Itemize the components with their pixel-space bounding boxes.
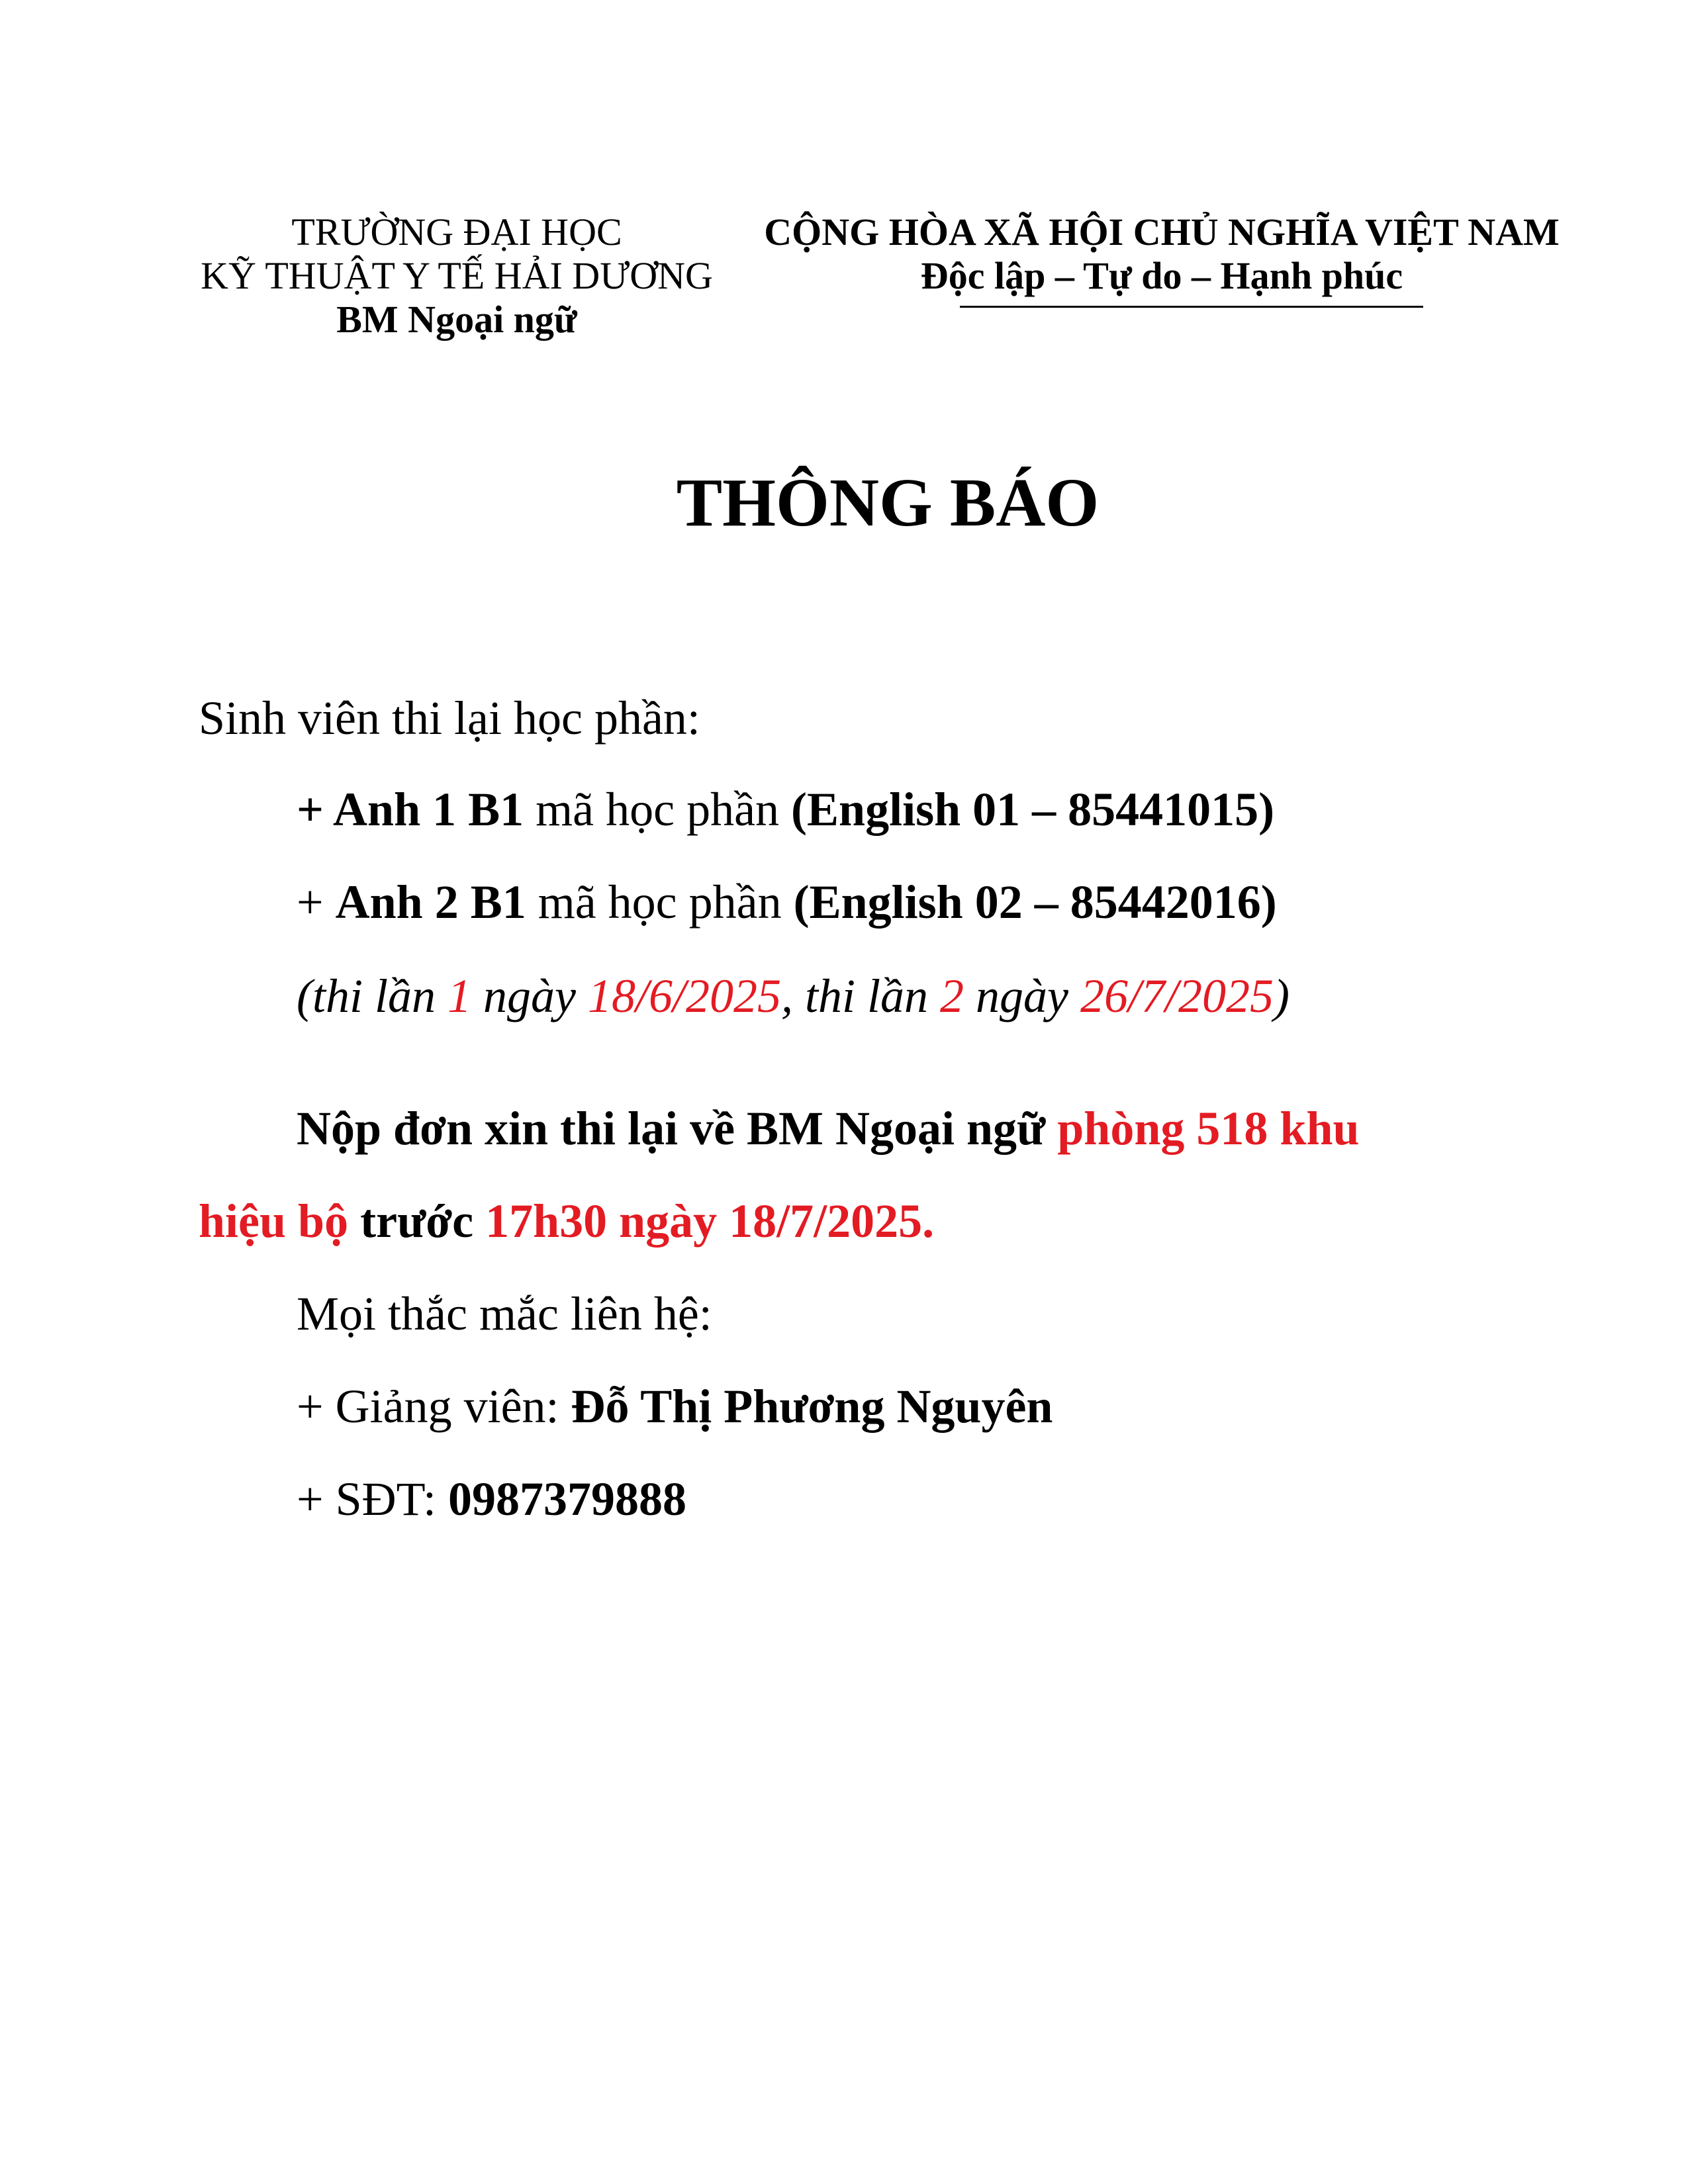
phone-line (297, 1469, 686, 1529)
exam-mid-1: ngày (471, 970, 588, 1023)
lecturer-name: Đỗ Thị Phương Nguyên (571, 1380, 1053, 1433)
course-2-middle: mã học phần (526, 876, 794, 929)
intro-line: Sinh viên thi lại học phần: (199, 692, 700, 745)
phone-number: 0987379888 (448, 1473, 687, 1525)
exam-2-date: 26/7/2025 (1080, 970, 1274, 1023)
course-2-line (297, 872, 1277, 932)
course-2-name: Anh 2 B1 (335, 876, 526, 929)
national-motto: Độc lập – Tự do – Hạnh phúc (920, 254, 1403, 297)
contact-intro: Mọi thắc mắc liên hệ: (297, 1287, 712, 1340)
submit-line-1 (297, 1099, 1360, 1158)
exam-mid-2: , thi lần (780, 970, 940, 1023)
national-header (748, 210, 1575, 298)
course-1-name: + Anh 1 B1 (297, 783, 524, 836)
exam-mid-3: ngày (964, 970, 1080, 1023)
submit-room: phòng 518 khu (1057, 1102, 1360, 1155)
submit-before: trước (348, 1195, 486, 1248)
school-name-line1: TRƯỜNG ĐẠI HỌC (291, 210, 622, 253)
submit-building: hiệu bộ (199, 1195, 349, 1248)
exam-dates-line (297, 966, 1289, 1026)
school-header (185, 210, 728, 341)
national-title: CỘNG HÒA XÃ HỘI CHỦ NGHĨA VIỆT NAM (764, 210, 1560, 253)
course-1-middle: mã học phần (524, 783, 792, 836)
course-1-code: (English 01 – 85441015) (791, 783, 1275, 836)
course-1-line (297, 780, 1274, 839)
motto-underline (960, 306, 1423, 308)
lecturer-label: + Giảng viên: (297, 1380, 571, 1433)
lecturer-line (297, 1377, 1053, 1436)
exam-1-number: 1 (447, 970, 471, 1023)
exam-1-date: 18/6/2025 (587, 970, 781, 1023)
exam-close: ) (1273, 970, 1289, 1023)
department-name: BM Ngoại ngữ (336, 298, 577, 341)
course-2-prefix: + (297, 876, 336, 929)
submit-line-2 (199, 1191, 934, 1251)
phone-label: + SĐT: (297, 1473, 449, 1525)
exam-2-number: 2 (940, 970, 964, 1023)
exam-open: (thi lần (297, 970, 447, 1023)
document-title: THÔNG BÁO (676, 465, 1100, 541)
submit-deadline: 17h30 ngày 18/7/2025. (485, 1195, 935, 1248)
submit-text: Nộp đơn xin thi lại về BM Ngoại ngữ (297, 1102, 1058, 1155)
course-2-code: (English 02 – 85442016) (793, 876, 1277, 929)
school-name-line2: KỸ THUẬT Y TẾ HẢI DƯƠNG (201, 254, 713, 297)
